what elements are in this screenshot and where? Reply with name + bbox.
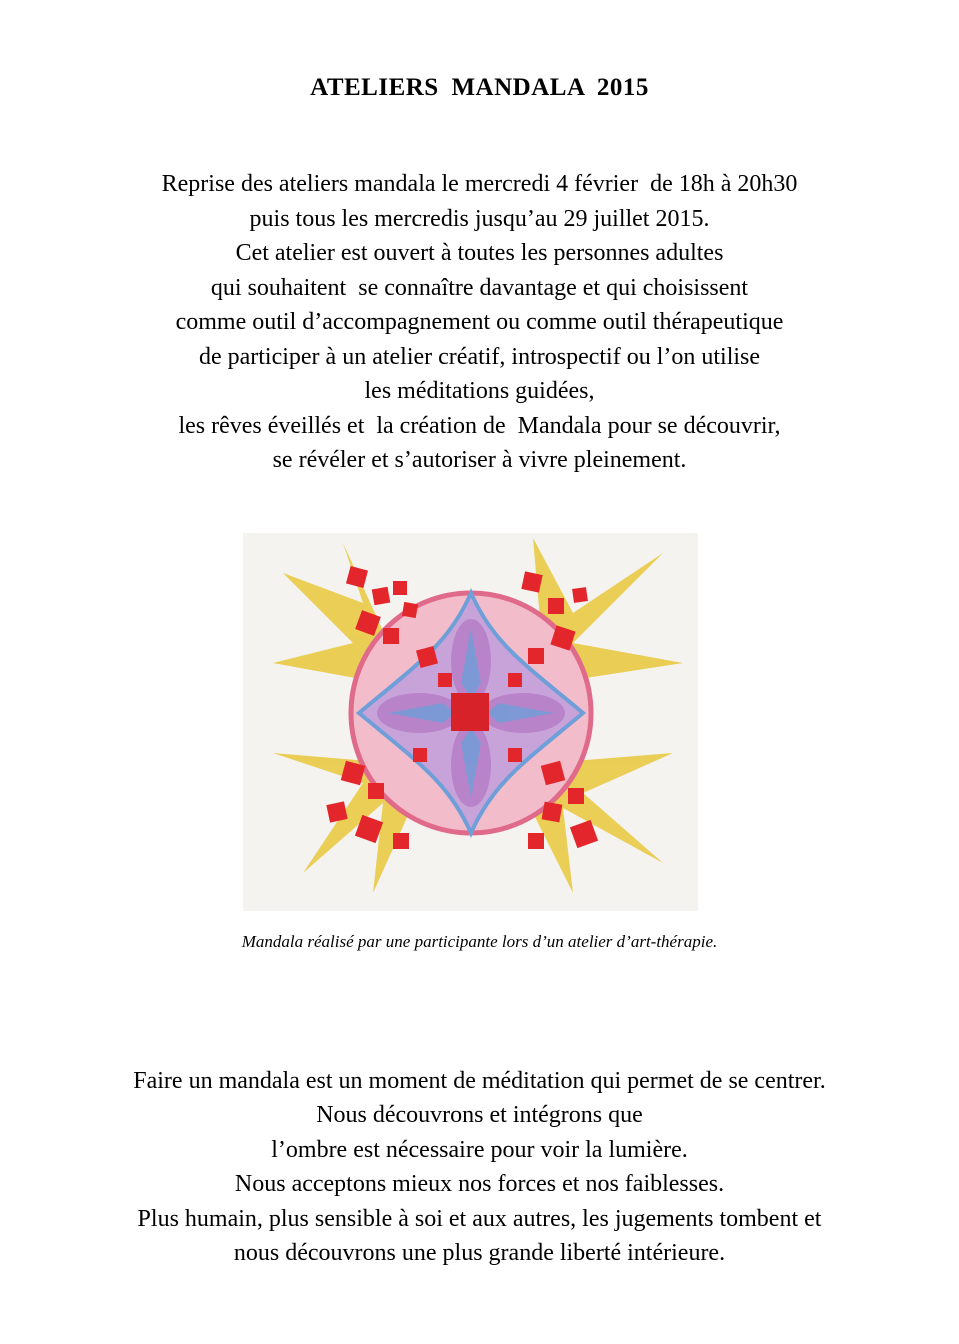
closing-line: Faire un mandala est un moment de méditation qui permet de se centrer. (133, 1068, 826, 1094)
intro-line: puis tous les mercredis jusqu’au 29 juillet 2015. (249, 205, 710, 232)
mandala-painting-svg (243, 533, 698, 911)
page-title: ATELIERS MANDALA 2015 (310, 74, 649, 101)
closing-paragraph (0, 1064, 959, 1270)
intro-paragraph (0, 167, 959, 478)
figure-caption: Mandala réalisé par une participante lors d’un atelier d’art-thérapie. (241, 932, 718, 951)
intro-line: comme outil d’accompagnement ou comme outil thérapeutique (175, 309, 784, 335)
closing-line: Nous découvrons et intégrons que (316, 1102, 643, 1129)
closing-line: l’ombre est nécessaire pour voir la lumière. (271, 1136, 688, 1163)
closing-line: nous découvrons une plus grande liberté intérieure. (233, 1240, 726, 1267)
closing-line: Plus humain, plus sensible à soi et aux autres, les jugements tombent et (137, 1205, 822, 1232)
intro-line: Reprise des ateliers mandala le mercredi 4 février de 18h à 20h30 (161, 171, 798, 197)
intro-line: qui souhaitent se connaître davantage et qui choisissent (210, 274, 749, 301)
intro-line: Cet atelier est ouvert à toutes les personnes adultes (235, 240, 724, 266)
intro-line: les méditations guidées, (364, 378, 595, 404)
intro-line: les rêves éveillés et la création de Mandala pour se découvrir, (178, 412, 781, 439)
intro-line: se révéler et s’autoriser à vivre pleinement. (272, 447, 687, 473)
mandala-painting (243, 533, 698, 911)
intro-line: de participer à un atelier créatif, introspectif ou l’on utilise (198, 343, 761, 370)
center-square (451, 693, 489, 731)
closing-line: Nous acceptons mieux nos forces et nos faiblesses. (234, 1171, 725, 1198)
